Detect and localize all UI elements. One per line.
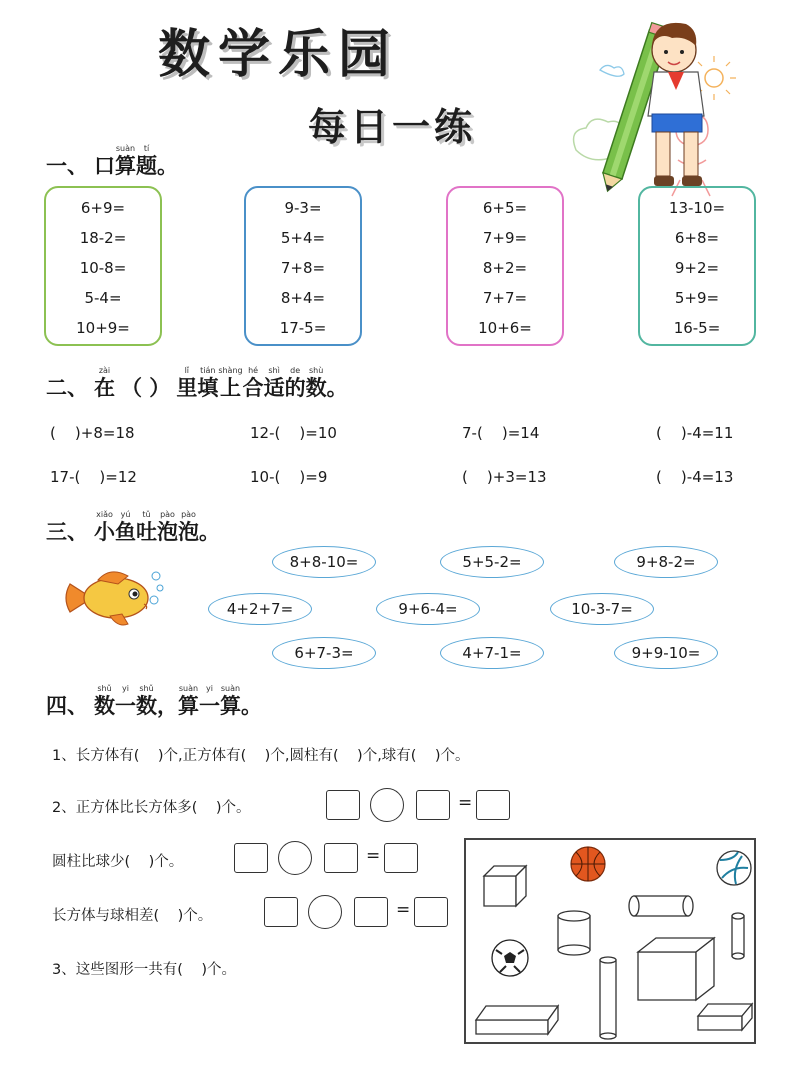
equation: 6+9= — [80, 199, 126, 217]
answer-box[interactable] — [234, 843, 268, 873]
bubble-equation: 8+8-10= — [272, 546, 376, 578]
cube-icon — [638, 938, 714, 1000]
bubble-equation: 9+8-2= — [614, 546, 718, 578]
answer-box[interactable] — [324, 843, 358, 873]
bubble-equation: 4+7-1= — [440, 637, 544, 669]
equation: 10+9= — [76, 319, 130, 337]
question-2b: 圆柱比球少( )个。 — [52, 854, 184, 870]
basketball-icon — [571, 847, 605, 881]
oral-calc-box-3 — [446, 186, 564, 346]
fill-blank-item: ( )+8=18 — [50, 424, 135, 442]
answer-box[interactable] — [476, 790, 510, 820]
section-1-title: 一、 口 suàn 算 tí 题 。 — [46, 144, 178, 178]
equation: 18-2= — [79, 229, 127, 247]
pencil-boy-icon — [556, 10, 746, 200]
cylinder-icon — [629, 896, 693, 916]
answer-box[interactable] — [416, 790, 450, 820]
equation: 8+2= — [482, 259, 528, 277]
equation: 10+6= — [478, 319, 532, 337]
equation: 5-4= — [84, 289, 122, 307]
cube-icon — [484, 866, 526, 906]
oral-calc-box-2 — [244, 186, 362, 346]
equation: 7+7= — [482, 289, 528, 307]
section-number: 四、 — [46, 694, 88, 718]
answer-box[interactable] — [384, 843, 418, 873]
equation: 17-5= — [279, 319, 327, 337]
equation: 9-3= — [284, 199, 322, 217]
section-2-title: 二、 zài 在 （ ） lǐ 里 tián 填 shàng 上 hé 合 shì 适 de 的 shù 数 。 — [46, 366, 348, 400]
question-2c: 长方体与球相差( )个。 — [52, 908, 213, 924]
operator-circle[interactable] — [278, 841, 312, 875]
equation: 6+5= — [482, 199, 528, 217]
cylinder-icon — [558, 911, 590, 955]
question-1: 1、长方体有( )个,正方体有( )个,圆柱有( )个,球有( )个。 — [52, 748, 470, 764]
fill-blank-item: 10-( )=9 — [250, 468, 328, 486]
equation: 5+9= — [674, 289, 720, 307]
equation: 16-5= — [673, 319, 721, 337]
fill-blank-item: ( )-4=13 — [656, 468, 734, 486]
question-3: 3、这些图形一共有( )个。 — [52, 962, 236, 978]
equation: 9+2= — [674, 259, 720, 277]
cuboid-icon — [476, 1006, 558, 1034]
bubble-equation: 10-3-7= — [550, 593, 654, 625]
equation: 13-10= — [668, 199, 726, 217]
fill-blank-item: ( )-4=11 — [656, 424, 734, 442]
fill-blank-item: 12-( )=10 — [250, 424, 337, 442]
volleyball-icon — [717, 851, 751, 885]
equation: 6+8= — [674, 229, 720, 247]
answer-box[interactable] — [414, 897, 448, 927]
bubble-equation: 9+9-10= — [614, 637, 718, 669]
equation: 7+9= — [482, 229, 528, 247]
section-4-title: 四、 shǔ 数 yi 一 shǔ 数 ， suàn 算 yi 一 suàn 算 。 — [46, 684, 262, 718]
answer-box[interactable] — [264, 897, 298, 927]
answer-box[interactable] — [326, 790, 360, 820]
cylinder-icon — [732, 913, 744, 959]
equation: 7+8= — [280, 259, 326, 277]
equation: 5+4= — [280, 229, 326, 247]
bubble-equation: 5+5-2= — [440, 546, 544, 578]
oral-calc-box-1 — [44, 186, 162, 346]
goldfish-icon — [60, 566, 170, 630]
question-2: 2、正方体比长方体多( )个。 — [52, 800, 251, 816]
equation: 8+4= — [280, 289, 326, 307]
operator-circle[interactable] — [370, 788, 404, 822]
answer-box[interactable] — [354, 897, 388, 927]
oral-calc-box-4 — [638, 186, 756, 346]
equals-sign: = — [458, 793, 473, 813]
section-number: 二、 — [46, 376, 88, 400]
equals-sign: = — [396, 900, 411, 920]
page-title: 数学乐园 — [158, 24, 399, 85]
equals-sign: = — [366, 846, 381, 866]
cylinder-icon — [600, 957, 616, 1039]
soccer-ball-icon — [492, 940, 528, 976]
equation: 10-8= — [79, 259, 127, 277]
operator-circle[interactable] — [308, 895, 342, 929]
bubble-equation: 4+2+7= — [208, 593, 312, 625]
section-3-title: 三、 xiǎo 小 yú 鱼 tǔ 吐 pào 泡 pào 泡 。 — [46, 510, 220, 544]
fill-blank-item: 7-( )=14 — [462, 424, 540, 442]
section-number: 一、 — [46, 154, 88, 178]
section-number: 三、 — [46, 520, 88, 544]
fill-blank-item: ( )+3=13 — [462, 468, 547, 486]
shapes-picture — [464, 838, 756, 1044]
bubble-equation: 9+6-4= — [376, 593, 480, 625]
bubble-equation: 6+7-3= — [272, 637, 376, 669]
fill-blank-item: 17-( )=12 — [50, 468, 137, 486]
page-subtitle: 每日一练 — [308, 104, 477, 149]
cuboid-icon — [698, 1004, 752, 1030]
